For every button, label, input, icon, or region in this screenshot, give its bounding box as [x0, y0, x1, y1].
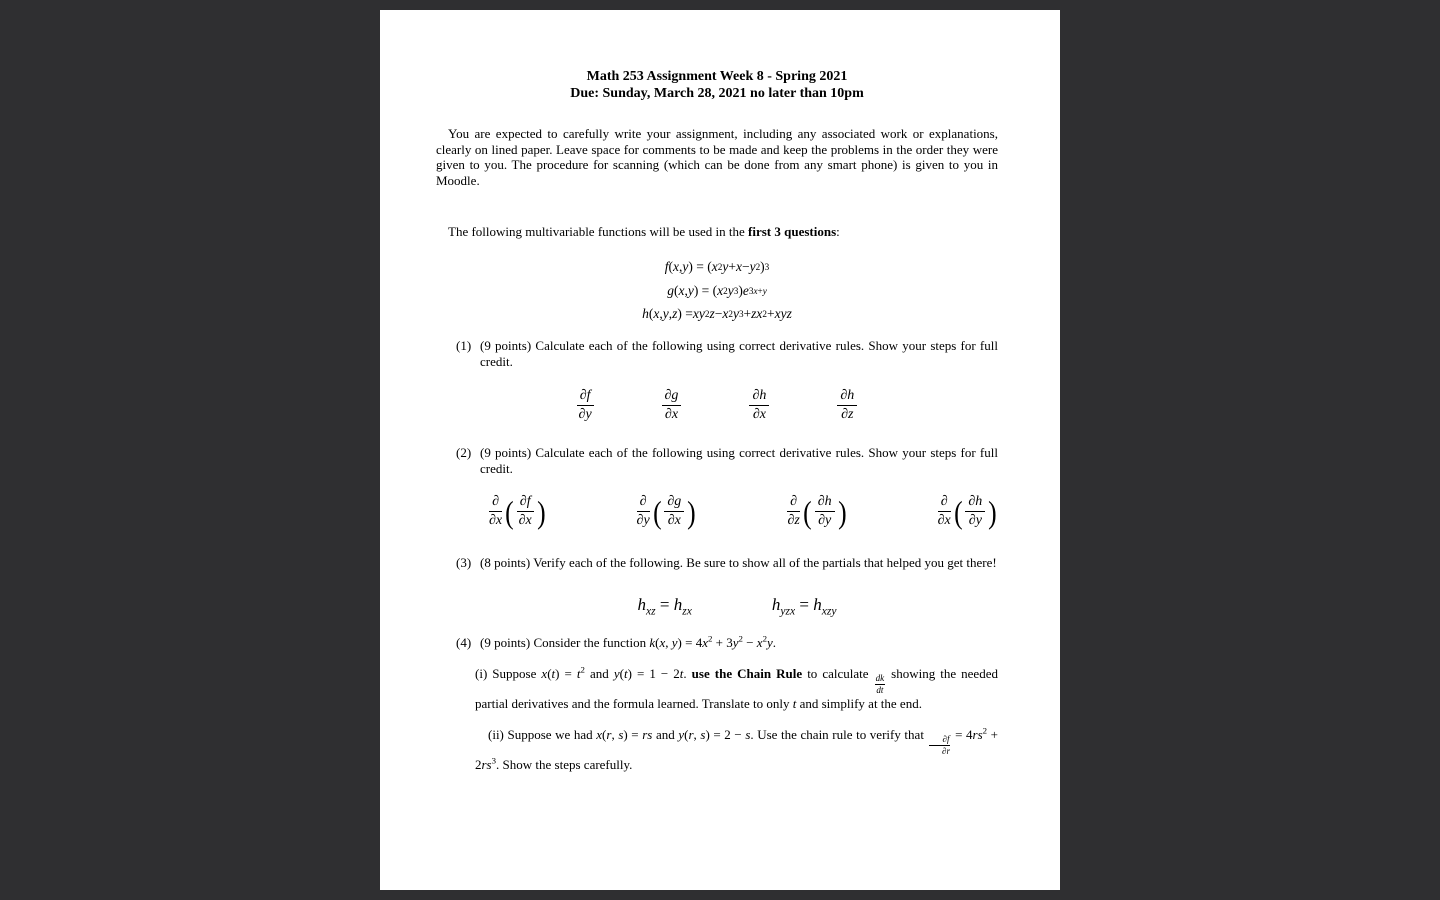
- function-definitions: [436, 256, 998, 327]
- second-partial-term-1: ∂ ∂x ( ∂f ∂x ): [489, 493, 546, 530]
- right-paren: ): [837, 493, 847, 530]
- assignment-title: Math 253 Assignment Week 8 - Spring 2021: [586, 69, 848, 84]
- question-3-text: (8 points) Verify each of the following. Be sure to show all of the partials that helped you get there!: [480, 554, 997, 570]
- question-1-text: (9 points) Calculate each of the following using correct derivative rules. Show your steps for full credit.: [480, 338, 998, 369]
- question-3-equations: [436, 593, 998, 617]
- question-4-part-ii: (ii) Suppose we had x(r, s) = rs and y(r, s) = 2 − s. Use the chain rule to verify that $\frac{\partial f}{\partial r}$ = $4rs^2 + 2rs^3$. Show the steps carefully.: [475, 725, 998, 772]
- question-2-derivatives: [489, 487, 998, 535]
- question-2: [436, 445, 998, 476]
- second-partial-term-4: ∂ ∂x ( ∂h ∂y ): [937, 493, 997, 530]
- question-4-number: (4): [456, 634, 472, 650]
- right-paren: ): [536, 493, 546, 530]
- mixed-partial-equation-1: $h_{xz} = h_{zx}$: [637, 594, 692, 617]
- question-3: [436, 555, 998, 571]
- partial-derivative-dh-dx: $\frac{\partial h}{\partial x}$: [749, 386, 769, 423]
- mixed-partial-equation-2: $h_{yzx} = h_{xzy}$: [771, 594, 837, 617]
- document-page: [380, 10, 1060, 890]
- question-3-number: (3): [456, 554, 472, 570]
- question-2-text: (9 points) Calculate each of the following using correct derivative rules. Show your steps for full credit.: [480, 445, 998, 477]
- question-1-number: (1): [456, 338, 472, 354]
- second-partial-term-3: ∂ ∂z ( ∂h ∂y ): [787, 493, 847, 530]
- left-paren: (: [953, 493, 963, 530]
- question-1: [436, 338, 998, 369]
- left-paren: (: [505, 493, 514, 530]
- functions-intro: The following multivariable functions will be used in the first 3 questions:: [448, 223, 840, 239]
- partial-derivative-dg-dx: $\frac{\partial g}{\partial x}$: [662, 386, 682, 423]
- left-paren: (: [652, 493, 662, 530]
- function-g-definition: g ( x , y ) = ( x 2 y 3 ) e 3x+y: [667, 282, 767, 298]
- function-h-definition: h ( x , y , z ) = xy 2 z − x 2 y 3 + zx 2 + xyz: [642, 306, 792, 322]
- left-paren: (: [803, 493, 812, 530]
- partial-derivative-dh-dz: $\frac{\partial h}{\partial z}$: [837, 386, 857, 423]
- question-4-part-i: (i) Suppose $x(t) = t^2$ and y(t) = 1 − 2t. use the Chain Rule to calculate $\frac{dk}{dt}$ showing the needed partial derivatives and the formula learned. Translate to only t and simplify at the end.: [475, 664, 998, 711]
- second-partial-term-2: ∂ ∂y ( ∂g ∂x ): [636, 493, 696, 530]
- due-date-line: Due: Sunday, March 28, 2021 no later than 10pm: [570, 85, 864, 101]
- partial-derivative-df-dy: $\frac{\partial f}{\partial y}$: [578, 387, 592, 422]
- question-4-text: (9 points) Consider the function k(x, $y) = 4x^2 + 3y^2 - x^2y$.: [480, 633, 777, 650]
- question-2-number: (2): [456, 445, 472, 461]
- function-f-definition: f ( x , y ) = ( x 2 y + x − y 2 ) 3: [664, 259, 770, 275]
- right-paren: ): [687, 493, 696, 530]
- question-1-derivatives: [436, 383, 998, 425]
- question-4: [436, 635, 998, 651]
- right-paren: ): [988, 493, 997, 530]
- page-content: [380, 10, 1060, 772]
- intro-paragraph: You are expected to carefully write your assignment, including any associated work or explanations, clearly on lined paper. Leave space for comments to be made and keep the problems in the order they were given to you. The procedure for scanning (which can be done from any smart phone) is given to you in Moodle.: [436, 126, 998, 189]
